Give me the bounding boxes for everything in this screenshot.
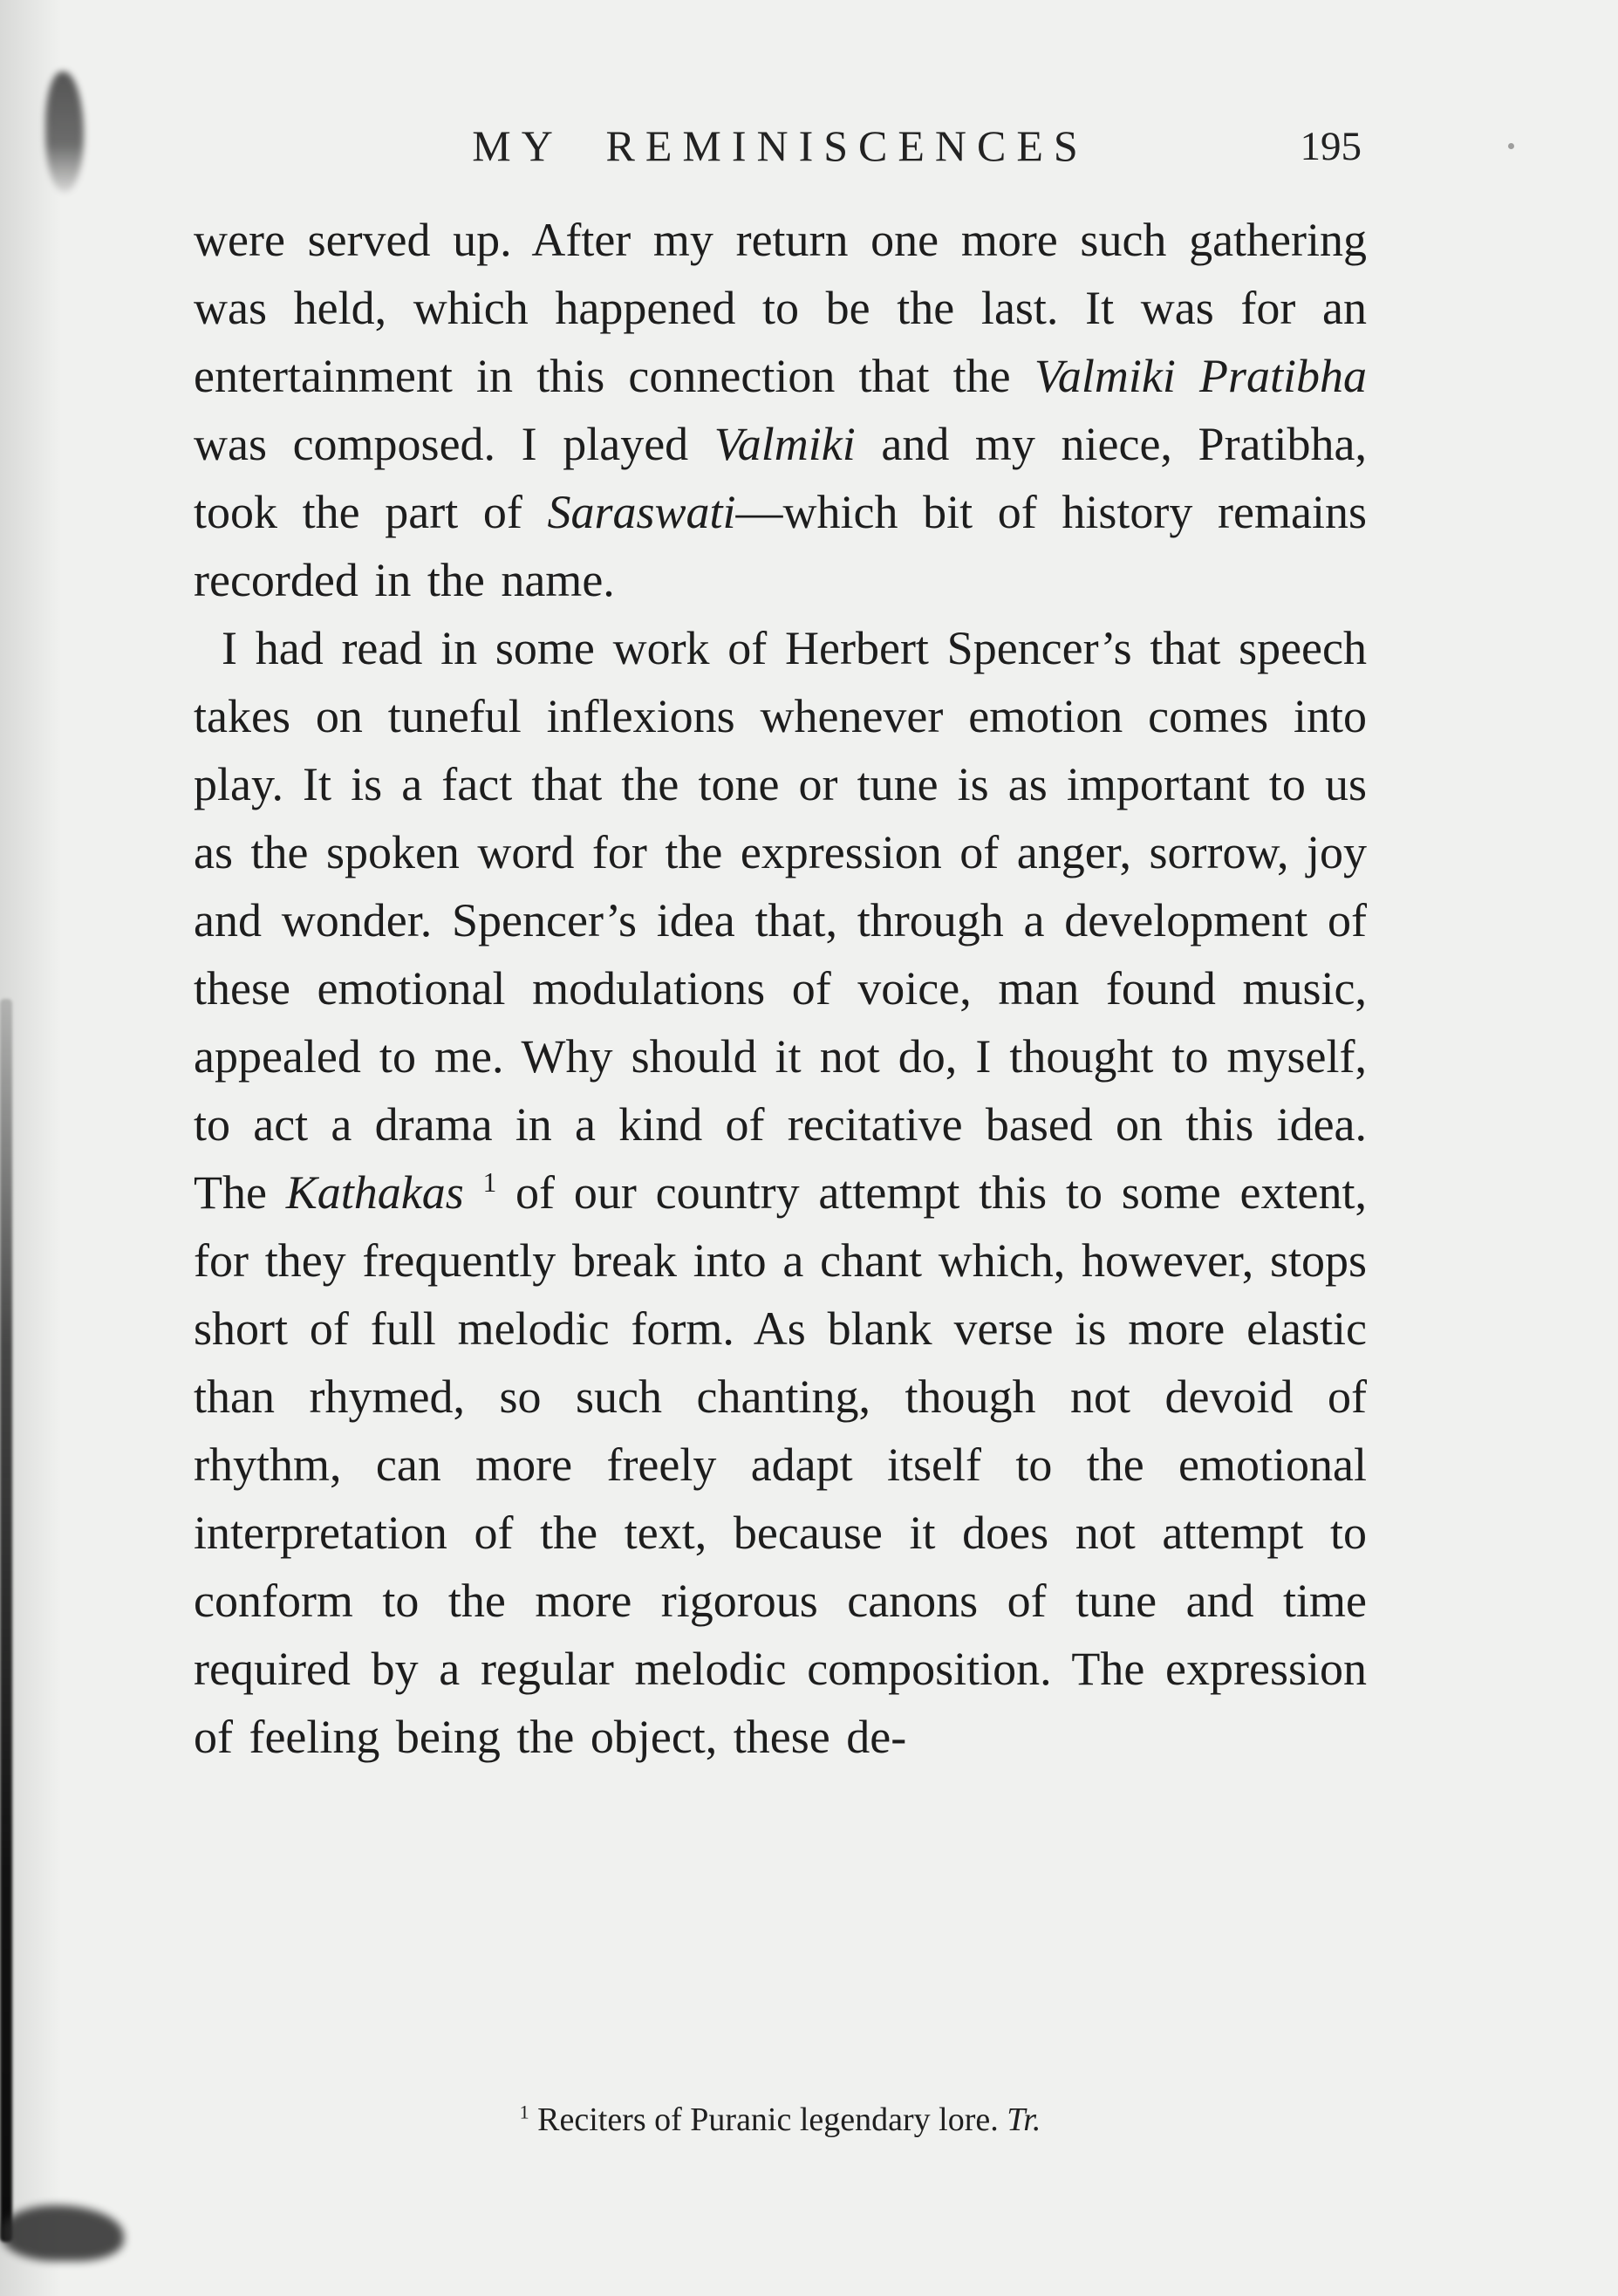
italic-text-run: Valmiki <box>713 418 856 470</box>
page-number: 195 <box>1300 124 1362 169</box>
italic-text-run: Saraswati <box>547 486 736 538</box>
text-run <box>464 1166 483 1219</box>
text-run: —which bit of history remains recorded in the name. <box>194 486 1367 606</box>
binding-shadow <box>0 999 12 2242</box>
text-run: was composed. I played <box>194 418 714 470</box>
footnote-translator-abbrev: Tr. <box>1007 2101 1041 2138</box>
scan-artifact-top-left <box>45 72 84 192</box>
scan-speck <box>1508 143 1514 149</box>
footnote-text: Reciters of Puranic legendary lore. <box>537 2101 1007 2138</box>
scan-artifact-bottom-left <box>2 2205 124 2261</box>
body-text <box>194 206 1367 1771</box>
paragraph <box>194 206 1367 614</box>
page-header <box>194 120 1367 174</box>
text-run: were served up. After my return one more such gathering was held, which happened to be the last. It was for an entertainment in this connection that the <box>194 214 1367 402</box>
italic-text-run: Kathakas <box>285 1166 464 1219</box>
italic-text-run: Valmiki Pratibha <box>1034 350 1368 402</box>
text-run: and my niece, Pratibha, took the part of <box>194 418 1367 538</box>
footnote-marker: 1 <box>519 2101 529 2123</box>
running-title: MY REMINISCENCES <box>472 121 1089 170</box>
footnote-reference: 1 <box>482 1167 497 1198</box>
paragraph <box>194 614 1367 1771</box>
text-run: of our country attempt this to some extent, for they frequently break into a chant which, however, stops short of full melodic form. As blank verse is more elastic than rhymed, so such chanting, though not devoid of rhythm, can more freely adapt itself to the emotional interpretation of the text, because it does not attempt to conform to the more rigorous canons of tune and time required by a regular melodic composition. The expression of feeling being the object, these de- <box>194 1166 1368 1763</box>
text-run: I had read in some work of Herbert Spencer’s that speech takes on tuneful inflexions whenever emotion comes into play. It is a fact that the tone or tune is as important to us as the spoken word for the expression of anger, sorrow, joy and wonder. Spencer’s idea that, through a development of these emotional modulations of voice, man found music, appealed to me. Why should it not do, I thought to myself, to act a drama in a kind of recitative based on this idea. The <box>194 622 1367 1219</box>
footnote <box>194 2099 1367 2141</box>
